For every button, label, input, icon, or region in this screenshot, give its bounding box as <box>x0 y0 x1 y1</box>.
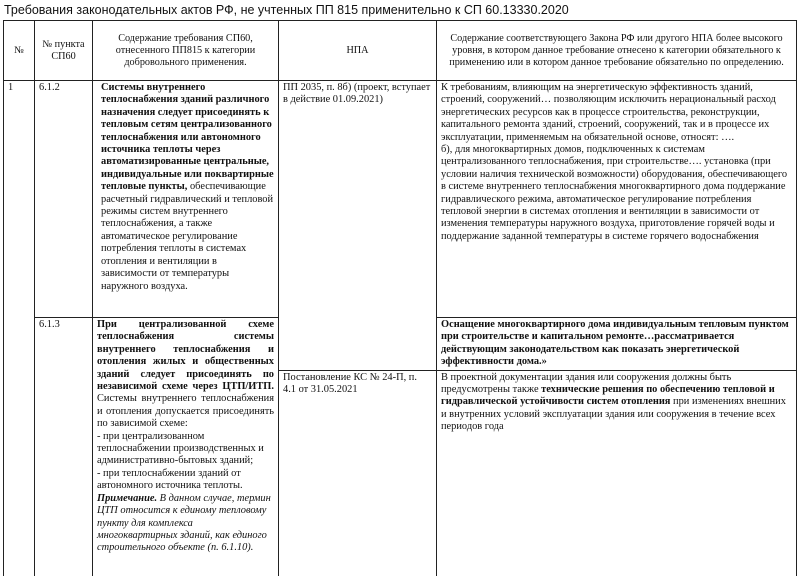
requirements-table <box>3 20 797 576</box>
row-npa: Постановление КС № 24-П, п. 4.1 от 31.05.2021 <box>279 370 437 576</box>
content-bold: Системы внутреннего теплоснабжения зданий различного назначения следует присоединять к тепловым сетям централизованного теплоснабжения или автономного источника теплоты через автоматизированные центральные, индивидуальные или поквартирные тепловые пункты, <box>101 82 274 193</box>
row-law: Оснащение многоквартирного дома индивидуальным тепловым пунктом при строительстве и капитальном ремонте…рассматривается действующим законодательством как показать энергетической эффективности дома.» <box>437 318 797 371</box>
law-paragraph-1: К требованиям, влияющим на энергетическую эффективность зданий, строений, сооружений… позволяющим исключить нерациональный расход энергетических ресурсов как в процессе строительства, реконструкции, капитального ремонта зданий, строений, сооружений, так и в процессе их эксплуатации, применяемым на обязательной основе, относят: …. <box>441 82 776 143</box>
row-npa: ПП 2035, п. 8б) (проект, вступает в действие 01.09.2021) <box>279 81 437 371</box>
table-row <box>4 81 797 318</box>
row-content <box>93 318 279 576</box>
content-list-item: - при централизованном теплоснабжении производственных и административно-бытовых зданий; <box>97 430 264 467</box>
header-npa: НПА <box>279 21 437 81</box>
content-bold: При централизованной схеме теплоснабжения системы внутреннего теплоснабжения и отопления жилых и общественных зданий следует присоединять по независимой схеме через ЦТП/ИТП. <box>97 319 274 393</box>
header-no: № <box>4 21 35 81</box>
header-law: Содержание соответствующего Закона РФ или другого НПА более высокого уровня, в котором данное требование отнесено к категории обязательного к применению или в котором данное требование обязательно по определению. <box>437 21 797 81</box>
note-text: В данном случае, термин ЦТП относится к единому тепловому пункту для комплекса многоквартирных зданий, как единого строительного объекте (п. 6.1.10). <box>97 492 271 554</box>
law-text-c: при изменениях внешних и внутренних условий эксплуатации здания или сооружения в течение всех периодов года <box>441 396 786 433</box>
row-item: 6.1.2 <box>35 81 93 318</box>
header-content: Содержание требования СП60, отнесенного ПП815 к категории добровольного применения. <box>93 21 279 81</box>
table-header-row <box>4 21 797 81</box>
header-item: № пункта СП60 <box>35 21 93 81</box>
row-item: 6.1.3 <box>35 318 93 576</box>
law-text-bold: технические решения по обеспечению тепловой и гидравлической устойчивости систем отопления <box>441 384 775 408</box>
row-law <box>437 81 797 318</box>
row-law <box>437 370 797 576</box>
content-list-item: - при теплоснабжении зданий от автономного источника теплоты. <box>97 467 243 492</box>
law-text-a: В проектной документации здания или сооружения должны быть предусмотрены также <box>441 371 732 396</box>
content-rest: Системы внутреннего теплоснабжения и отопления допускается присоединять по зависимой схеме: <box>97 393 274 430</box>
law-paragraph-2: б), для многоквартирных домов, подключенных к системам централизованного теплоснабжения, при строительстве…. установка (при условии наличия технической возможности) оборудования, обеспечивающего в системе внутреннего теплоснабжения многоквартирного дома поддержание гидравлического режима, автоматическое регулирование потребления тепловой энергии в системах отопления и вентиляции в зависимости от изменения температуры наружного воздуха, приготовление горячей воды и поддержание заданной температуры в системе горячего водоснабжения <box>441 144 788 242</box>
note-label: Примечание. <box>97 492 158 504</box>
content-note <box>97 493 274 555</box>
row-content <box>93 81 279 318</box>
row-number: 1 <box>4 81 35 576</box>
content-rest: обеспечивающие расчетный гидравлический и тепловой режимы систем внутреннего теплоснабжения, а также автоматическое регулирование потребления теплоты в системах отопления и вентиляции в зависимости от температуры наружного воздуха. <box>101 181 274 292</box>
document-title: Требования законодательных актов РФ, не учтенных ПП 815 применительно к СП 60.13330.2020 <box>4 3 569 17</box>
